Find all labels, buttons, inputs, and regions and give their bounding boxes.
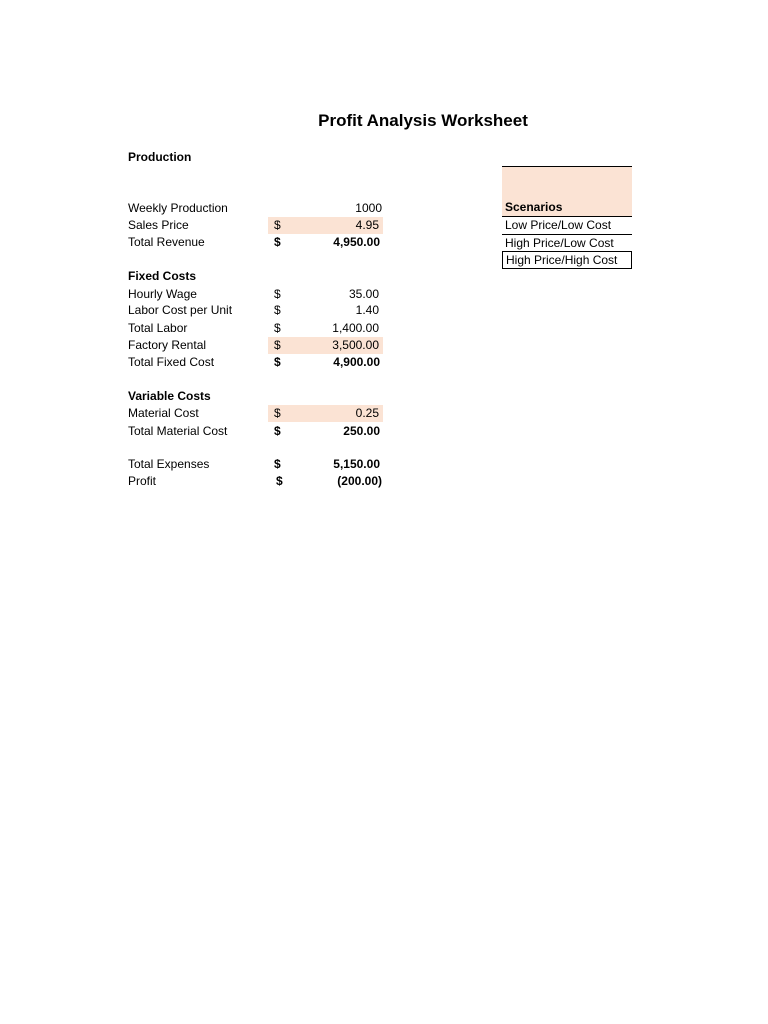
row-value[interactable]: 3,500.00 [332, 338, 379, 352]
row-label: Total Labor [128, 321, 188, 335]
row-label: Material Cost [128, 406, 199, 420]
currency-symbol: $ [274, 303, 281, 317]
row-total-labor[interactable] [128, 320, 388, 337]
currency-symbol: $ [274, 287, 281, 301]
section-production: Production [128, 150, 192, 164]
row-label: Factory Rental [128, 338, 207, 352]
row-label: Weekly Production [128, 201, 228, 215]
row-total-material-cost[interactable] [128, 423, 388, 440]
row-weekly-production[interactable] [128, 200, 388, 217]
row-value[interactable]: (200.00) [337, 474, 382, 488]
row-total-fixed-cost[interactable] [128, 354, 388, 371]
row-profit[interactable] [128, 473, 388, 490]
row-label: Total Expenses [128, 457, 210, 471]
row-material-cost[interactable] [128, 405, 388, 422]
worksheet-title: Profit Analysis Worksheet [318, 111, 528, 130]
currency-symbol: $ [274, 321, 281, 335]
row-value[interactable]: 1,400.00 [332, 321, 379, 335]
row-value[interactable]: 0.25 [355, 406, 379, 420]
row-total-revenue[interactable] [128, 234, 388, 251]
scenarios-header-cell[interactable] [502, 166, 632, 216]
row-value[interactable]: 4.95 [355, 218, 379, 232]
row-label: Total Material Cost [128, 424, 228, 438]
currency-symbol: $ [274, 457, 281, 471]
row-label: Profit [128, 474, 157, 488]
currency-symbol: $ [274, 218, 281, 232]
scenario-item-high-price-high-cost[interactable]: High Price/High Cost [502, 251, 632, 269]
row-labor-cost-per-unit[interactable] [128, 302, 388, 319]
row-label: Sales Price [128, 218, 189, 232]
row-value[interactable]: 35.00 [348, 287, 379, 301]
section-variable-costs: Variable Costs [128, 389, 211, 403]
row-value[interactable]: 5,150.00 [333, 457, 380, 471]
row-label: Hourly Wage [128, 287, 197, 301]
row-value[interactable]: 1000 [355, 201, 382, 215]
currency-symbol: $ [274, 338, 281, 352]
section-fixed-costs: Fixed Costs [128, 269, 197, 283]
row-total-expenses[interactable] [128, 456, 388, 473]
currency-symbol: $ [274, 235, 281, 249]
currency-symbol: $ [274, 355, 281, 369]
row-value[interactable]: 1.40 [355, 303, 379, 317]
row-sales-price[interactable] [128, 217, 388, 234]
currency-symbol: $ [274, 406, 281, 420]
row-value[interactable]: 4,950.00 [333, 235, 380, 249]
row-hourly-wage[interactable] [128, 286, 388, 303]
scenarios-header: Scenarios [505, 200, 563, 214]
row-label: Total Fixed Cost [128, 355, 215, 369]
currency-symbol: $ [274, 424, 281, 438]
row-value[interactable]: 250.00 [343, 424, 380, 438]
row-factory-rental[interactable] [128, 337, 388, 354]
row-label: Labor Cost per Unit [128, 303, 233, 317]
scenario-item-low-price-low-cost[interactable]: Low Price/Low Cost [502, 216, 632, 234]
currency-symbol: $ [276, 474, 283, 488]
scenario-item-high-price-low-cost[interactable]: High Price/Low Cost [502, 234, 632, 252]
row-value[interactable]: 4,900.00 [333, 355, 380, 369]
row-label: Total Revenue [128, 235, 205, 249]
